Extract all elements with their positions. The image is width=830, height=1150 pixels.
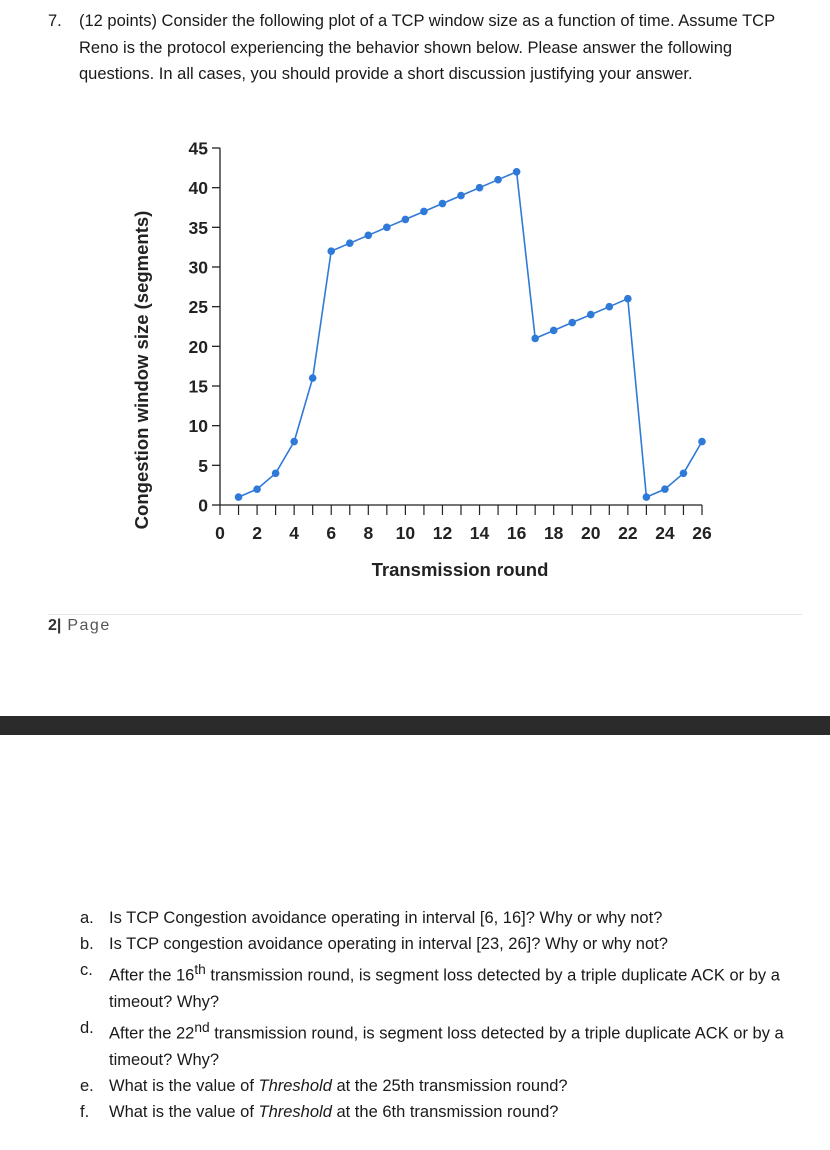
- subquestion-e: [80, 1073, 800, 1099]
- y-tick-label: 30: [188, 257, 208, 278]
- x-tick-label: 2: [252, 523, 262, 543]
- page-footer: [48, 617, 111, 635]
- subquestion-text-end: at the 25th transmission round?: [331, 1077, 568, 1096]
- question-number: 7.: [48, 12, 62, 30]
- page-separator: |: [56, 617, 62, 634]
- x-tick-label: 22: [618, 523, 638, 543]
- chart-svg: [110, 135, 750, 585]
- subquestion-b: [80, 931, 800, 957]
- y-axis-title: Congestion window size (segments): [131, 210, 152, 530]
- x-tick-label: 0: [215, 523, 225, 543]
- threshold-term: Threshold: [258, 1077, 332, 1096]
- x-tick-label: 24: [655, 523, 675, 543]
- subquestion-text-end: at the 6th transmission round?: [331, 1103, 559, 1122]
- subquestion-text-start: What is the value of: [109, 1077, 259, 1096]
- series-line: [239, 172, 703, 497]
- y-tick-label: 10: [188, 416, 208, 437]
- data-point: [402, 216, 410, 224]
- subquestion-text-start: After the 16: [109, 966, 195, 985]
- data-point: [383, 224, 391, 232]
- subquestion-letter: c.: [80, 961, 93, 980]
- subquestion-letter: d.: [80, 1019, 94, 1038]
- x-tick-label: 26: [692, 523, 712, 543]
- x-tick-label: 6: [326, 523, 337, 543]
- y-tick-label: 5: [198, 455, 208, 476]
- data-point: [698, 438, 706, 446]
- subquestion-letter: f.: [80, 1103, 90, 1122]
- data-point: [309, 374, 317, 382]
- subquestion-list: [80, 905, 800, 1126]
- data-point: [327, 247, 335, 255]
- data-point: [624, 295, 632, 303]
- subquestion-letter: e.: [80, 1077, 94, 1096]
- data-point: [235, 493, 243, 501]
- y-tick-label: 35: [188, 217, 208, 238]
- ordinal-suffix: nd: [194, 1020, 210, 1036]
- x-tick-label: 12: [432, 523, 453, 543]
- subquestion-text: Is TCP Congestion avoidance operating in interval [6, 16]? Why or why not?: [109, 909, 663, 927]
- question-7: [48, 8, 808, 88]
- page-break-bar: [0, 716, 830, 735]
- data-point: [661, 485, 669, 493]
- data-point: [457, 192, 465, 200]
- question-text: (12 points) Consider the following plot of a TCP window size as a function of time. Assume TCP Reno is the protocol experiencing the behavior shown below. Please answer the following questions. In all cases, you should provide a short discussion justifying your answer.: [79, 12, 775, 83]
- data-point: [587, 311, 595, 319]
- y-tick-label: 25: [188, 297, 208, 318]
- data-point: [272, 469, 280, 477]
- subquestion-text-start: After the 22: [109, 1024, 195, 1043]
- threshold-term: Threshold: [258, 1103, 332, 1122]
- y-tick-label: 15: [188, 376, 208, 397]
- data-point: [680, 469, 688, 477]
- data-point: [643, 493, 651, 501]
- data-point: [476, 184, 484, 192]
- y-tick-label: 45: [188, 138, 208, 159]
- subquestion-text-start: What is the value of: [109, 1103, 259, 1122]
- footer-divider: [48, 614, 802, 615]
- subquestion-text-end: transmission round, is segment loss detected by a triple duplicate ACK or by a timeout? Why?: [109, 966, 780, 1012]
- x-tick-label: 14: [469, 523, 490, 543]
- x-tick-label: 4: [289, 523, 300, 543]
- ordinal-suffix: th: [194, 962, 206, 978]
- data-point: [439, 200, 447, 208]
- cwnd-chart: [110, 135, 750, 585]
- subquestion-text-end: transmission round, is segment loss detected by a triple duplicate ACK or by a timeout? Why?: [109, 1024, 784, 1070]
- y-tick-label: 0: [198, 495, 208, 516]
- data-point: [513, 168, 521, 176]
- data-point: [568, 319, 576, 327]
- x-tick-label: 16: [506, 523, 527, 543]
- page-number: 2: [48, 617, 57, 634]
- subquestion-text: Is TCP congestion avoidance operating in interval [23, 26]? Why or why not?: [109, 935, 668, 954]
- subquestion-a: [80, 905, 800, 931]
- data-point: [606, 303, 614, 311]
- subquestion-d: [80, 1015, 800, 1073]
- y-tick-label: 20: [188, 336, 208, 357]
- data-point: [253, 485, 261, 493]
- data-point: [550, 327, 558, 335]
- data-point: [346, 239, 354, 247]
- subquestion-c: [80, 957, 800, 1015]
- data-point: [531, 335, 539, 343]
- subquestion-letter: a.: [80, 909, 94, 927]
- x-tick-label: 10: [395, 523, 416, 543]
- data-point: [494, 176, 502, 184]
- data-point: [420, 208, 428, 216]
- x-tick-label: 20: [581, 523, 601, 543]
- data-point: [365, 231, 373, 239]
- x-tick-label: 18: [543, 523, 564, 543]
- y-tick-label: 40: [188, 178, 208, 199]
- x-axis-title: Transmission round: [371, 559, 549, 580]
- page-label: Page: [67, 617, 111, 634]
- data-point: [290, 438, 298, 446]
- subquestion-f: [80, 1099, 800, 1125]
- x-tick-label: 8: [363, 523, 374, 543]
- subquestion-letter: b.: [80, 935, 94, 954]
